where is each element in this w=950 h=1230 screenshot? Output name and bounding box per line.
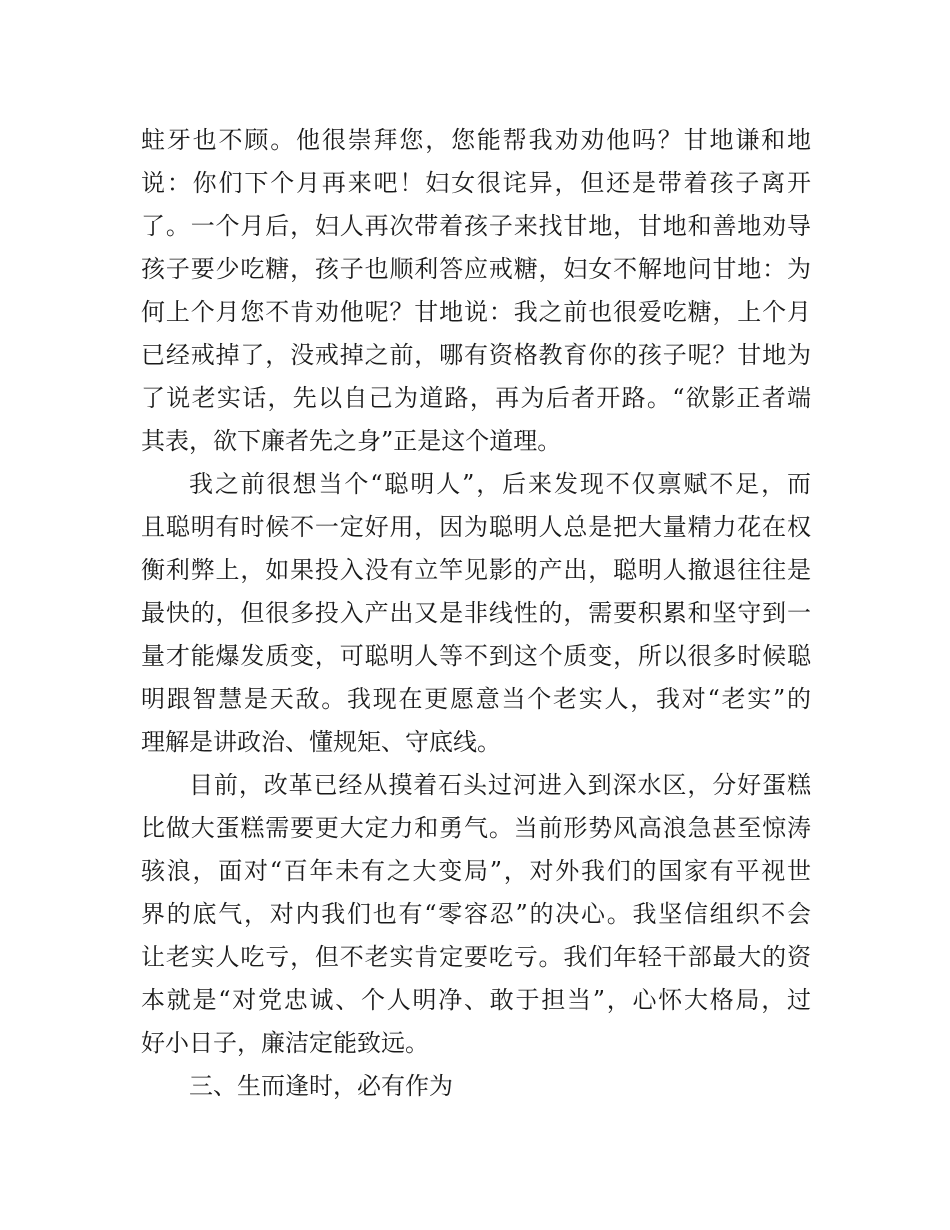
text-line: 说：你们下个月再来吧！妇女很诧异，但还是带着孩子离开 [141, 169, 811, 197]
paragraph-2 [141, 463, 811, 764]
text-line: 本就是“对党忠诚、个人明净、敢于担当”，心怀大格局，过 [141, 986, 811, 1014]
text-line: 目前，改革已经从摸着石头过河进入到深水区，分好蛋糕 [189, 771, 811, 799]
paragraph-1 [141, 119, 811, 463]
text-line: 骇浪，面对“百年未有之大变局”，对外我们的国家有平视世 [141, 857, 811, 885]
text-line: 量才能爆发质变，可聪明人等不到这个质变，所以很多时候聪 [141, 642, 811, 670]
text-line: 衡利弊上，如果投入没有立竿见影的产出，聪明人撤退往往是 [141, 556, 811, 584]
paragraph-3 [141, 764, 811, 1065]
text-line: 最快的，但很多投入产出又是非线性的，需要积累和坚守到一 [141, 599, 811, 627]
text-line: 好小日子，廉洁定能致远。 [141, 1029, 429, 1057]
text-line: 其表，欲下廉者先之身”正是这个道理。 [141, 427, 562, 455]
text-line: 孩子要少吃糖，孩子也顺利答应戒糖，妇女不解地问甘地：为 [141, 255, 811, 283]
text-line: 让老实人吃亏，但不老实肯定要吃亏。我们年轻干部最大的资 [141, 943, 811, 971]
document-body [141, 119, 811, 1108]
text-line: 何上个月您不肯劝他呢？甘地说：我之前也很爱吃糖，上个月 [141, 298, 811, 326]
text-line: 蛀牙也不顾。他很崇拜您，您能帮我劝劝他吗？甘地谦和地 [141, 126, 811, 154]
text-line: 界的底气，对内我们也有“零容忍”的决心。我坚信组织不会 [141, 900, 811, 928]
text-line: 了说老实话，先以自己为道路，再为后者开路。“欲影正者端 [141, 384, 811, 412]
text-line: 明跟智慧是天敌。我现在更愿意当个老实人，我对“老实”的 [141, 685, 811, 713]
section-heading: 三、生而逢时，必有作为 [189, 1072, 453, 1100]
text-line: 理解是讲政治、懂规矩、守底线。 [141, 728, 501, 756]
text-line: 了。一个月后，妇人再次带着孩子来找甘地，甘地和善地劝导 [141, 212, 811, 240]
text-line: 我之前很想当个“聪明人”，后来发现不仅禀赋不足，而 [189, 470, 811, 498]
text-line: 且聪明有时候不一定好用，因为聪明人总是把大量精力花在权 [141, 513, 811, 541]
text-line: 已经戒掉了，没戒掉之前，哪有资格教育你的孩子呢？甘地为 [141, 341, 811, 369]
text-line: 比做大蛋糕需要更大定力和勇气。当前形势风高浪急甚至惊涛 [141, 814, 811, 842]
